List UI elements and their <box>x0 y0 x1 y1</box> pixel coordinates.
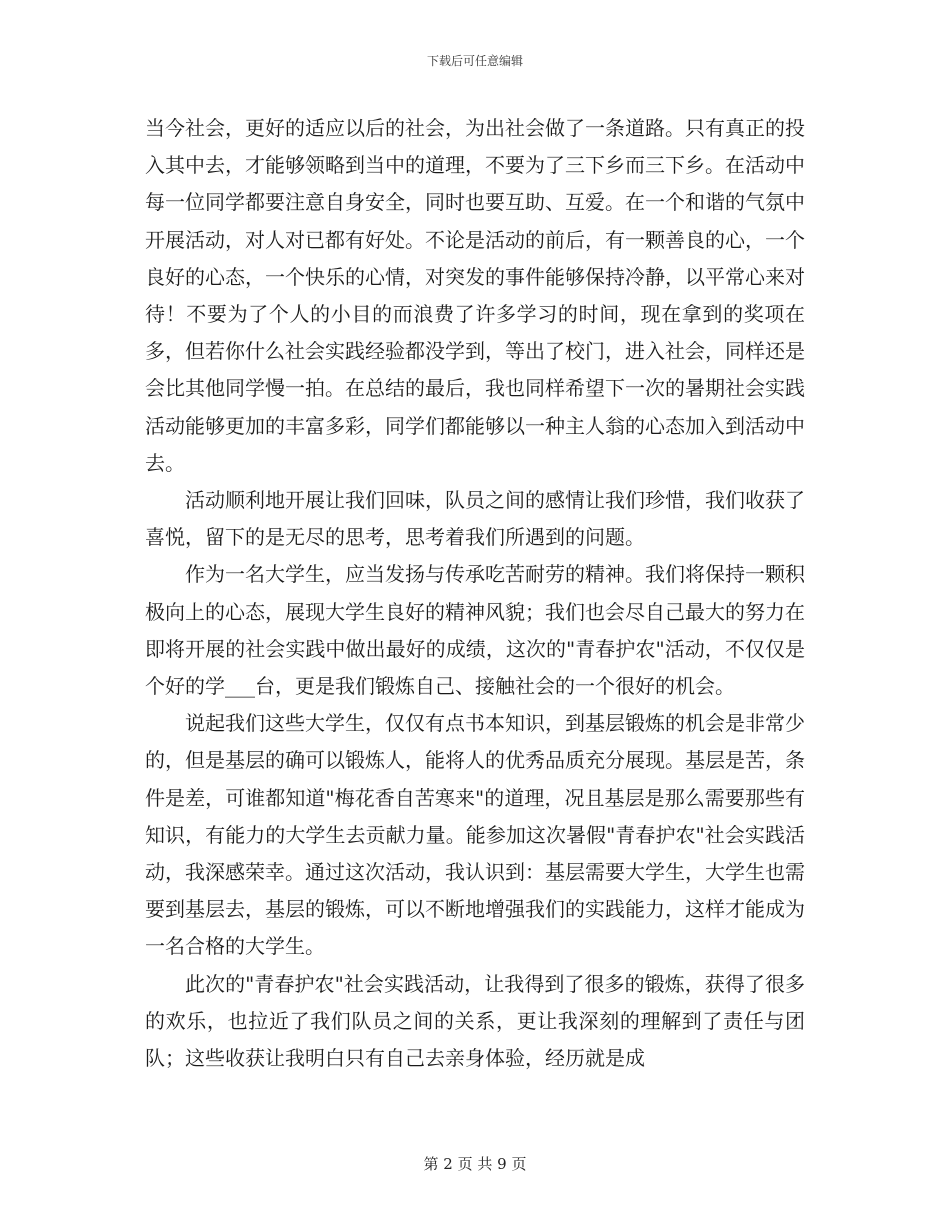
paragraph-4: 说起我们这些大学生，仅仅有点书本知识，到基层锻炼的机会是非常少的，但是基层的确可以锻炼人，能将人的优秀品质充分展现。基层是苦，条件是差，可谁都知道"梅花香自苦寒来"的道理，况且基层是那么需要那些有知识，有能力的大学生去贡献力量。能参加这次暑假"青春护农"社会实践活动，我深感荣幸。通过这次活动，我认识到：基层需要大学生，大学生也需要到基层去，基层的锻炼，可以不断地增强我们的实践能力，这样才能成为一名合格的大学生。 <box>145 711 805 959</box>
paragraph-1: 当今社会，更好的适应以后的社会，为出社会做了一条道路。只有真正的投入其中去，才能够领略到当中的道理，不要为了三下乡而三下乡。在活动中每一位同学都要注意自身安全，同时也要互助、互爱。在一个和谐的气氛中开展活动，对人对已都有好处。不论是活动的前后，有一颗善良的心，一个良好的心态，一个快乐的心情，对突发的事件能够保持冷静，以平常心来对待！不要为了个人的小目的而浪费了许多学习的时间，现在拿到的奖项在多，但若你什么社会实践经验都没学到，等出了校门，进入社会，同样还是会比其他同学慢一拍。在总结的最后，我也同样希望下一次的暑期社会实践活动能够更加的丰富多彩，同学们都能够以一种主人翁的心态加入到活动中去。 <box>145 116 805 475</box>
document-body <box>145 110 805 1077</box>
paragraph-5: 此次的"青春护农"社会实践活动，让我得到了很多的锻炼，获得了很多的欢乐，也拉近了我们队员之间的关系，更让我深刻的理解到了责任与团队；这些收获让我明白只有自己去亲身体验，经历就是成 <box>145 971 805 1071</box>
page-header-note: 下载后可任意编辑 <box>426 54 523 68</box>
paragraph-2: 活动顺利地开展让我们回味，队员之间的感情让我们珍惜，我们收获了喜悦，留下的是无尽的思考，思考着我们所遇到的问题。 <box>145 488 805 550</box>
page-number: 第 2 页 共 9 页 <box>423 1155 527 1173</box>
paragraph-3: 作为一名大学生，应当发扬与传承吃苦耐劳的精神。我们将保持一颗积极向上的心态，展现大学生良好的精神风貌；我们也会尽自己最大的努力在即将开展的社会实践中做出最好的成绩，这次的"青春护农"活动，不仅仅是个好的学___台，更是我们锻炼自己、接触社会的一个很好的机会。 <box>145 562 805 699</box>
